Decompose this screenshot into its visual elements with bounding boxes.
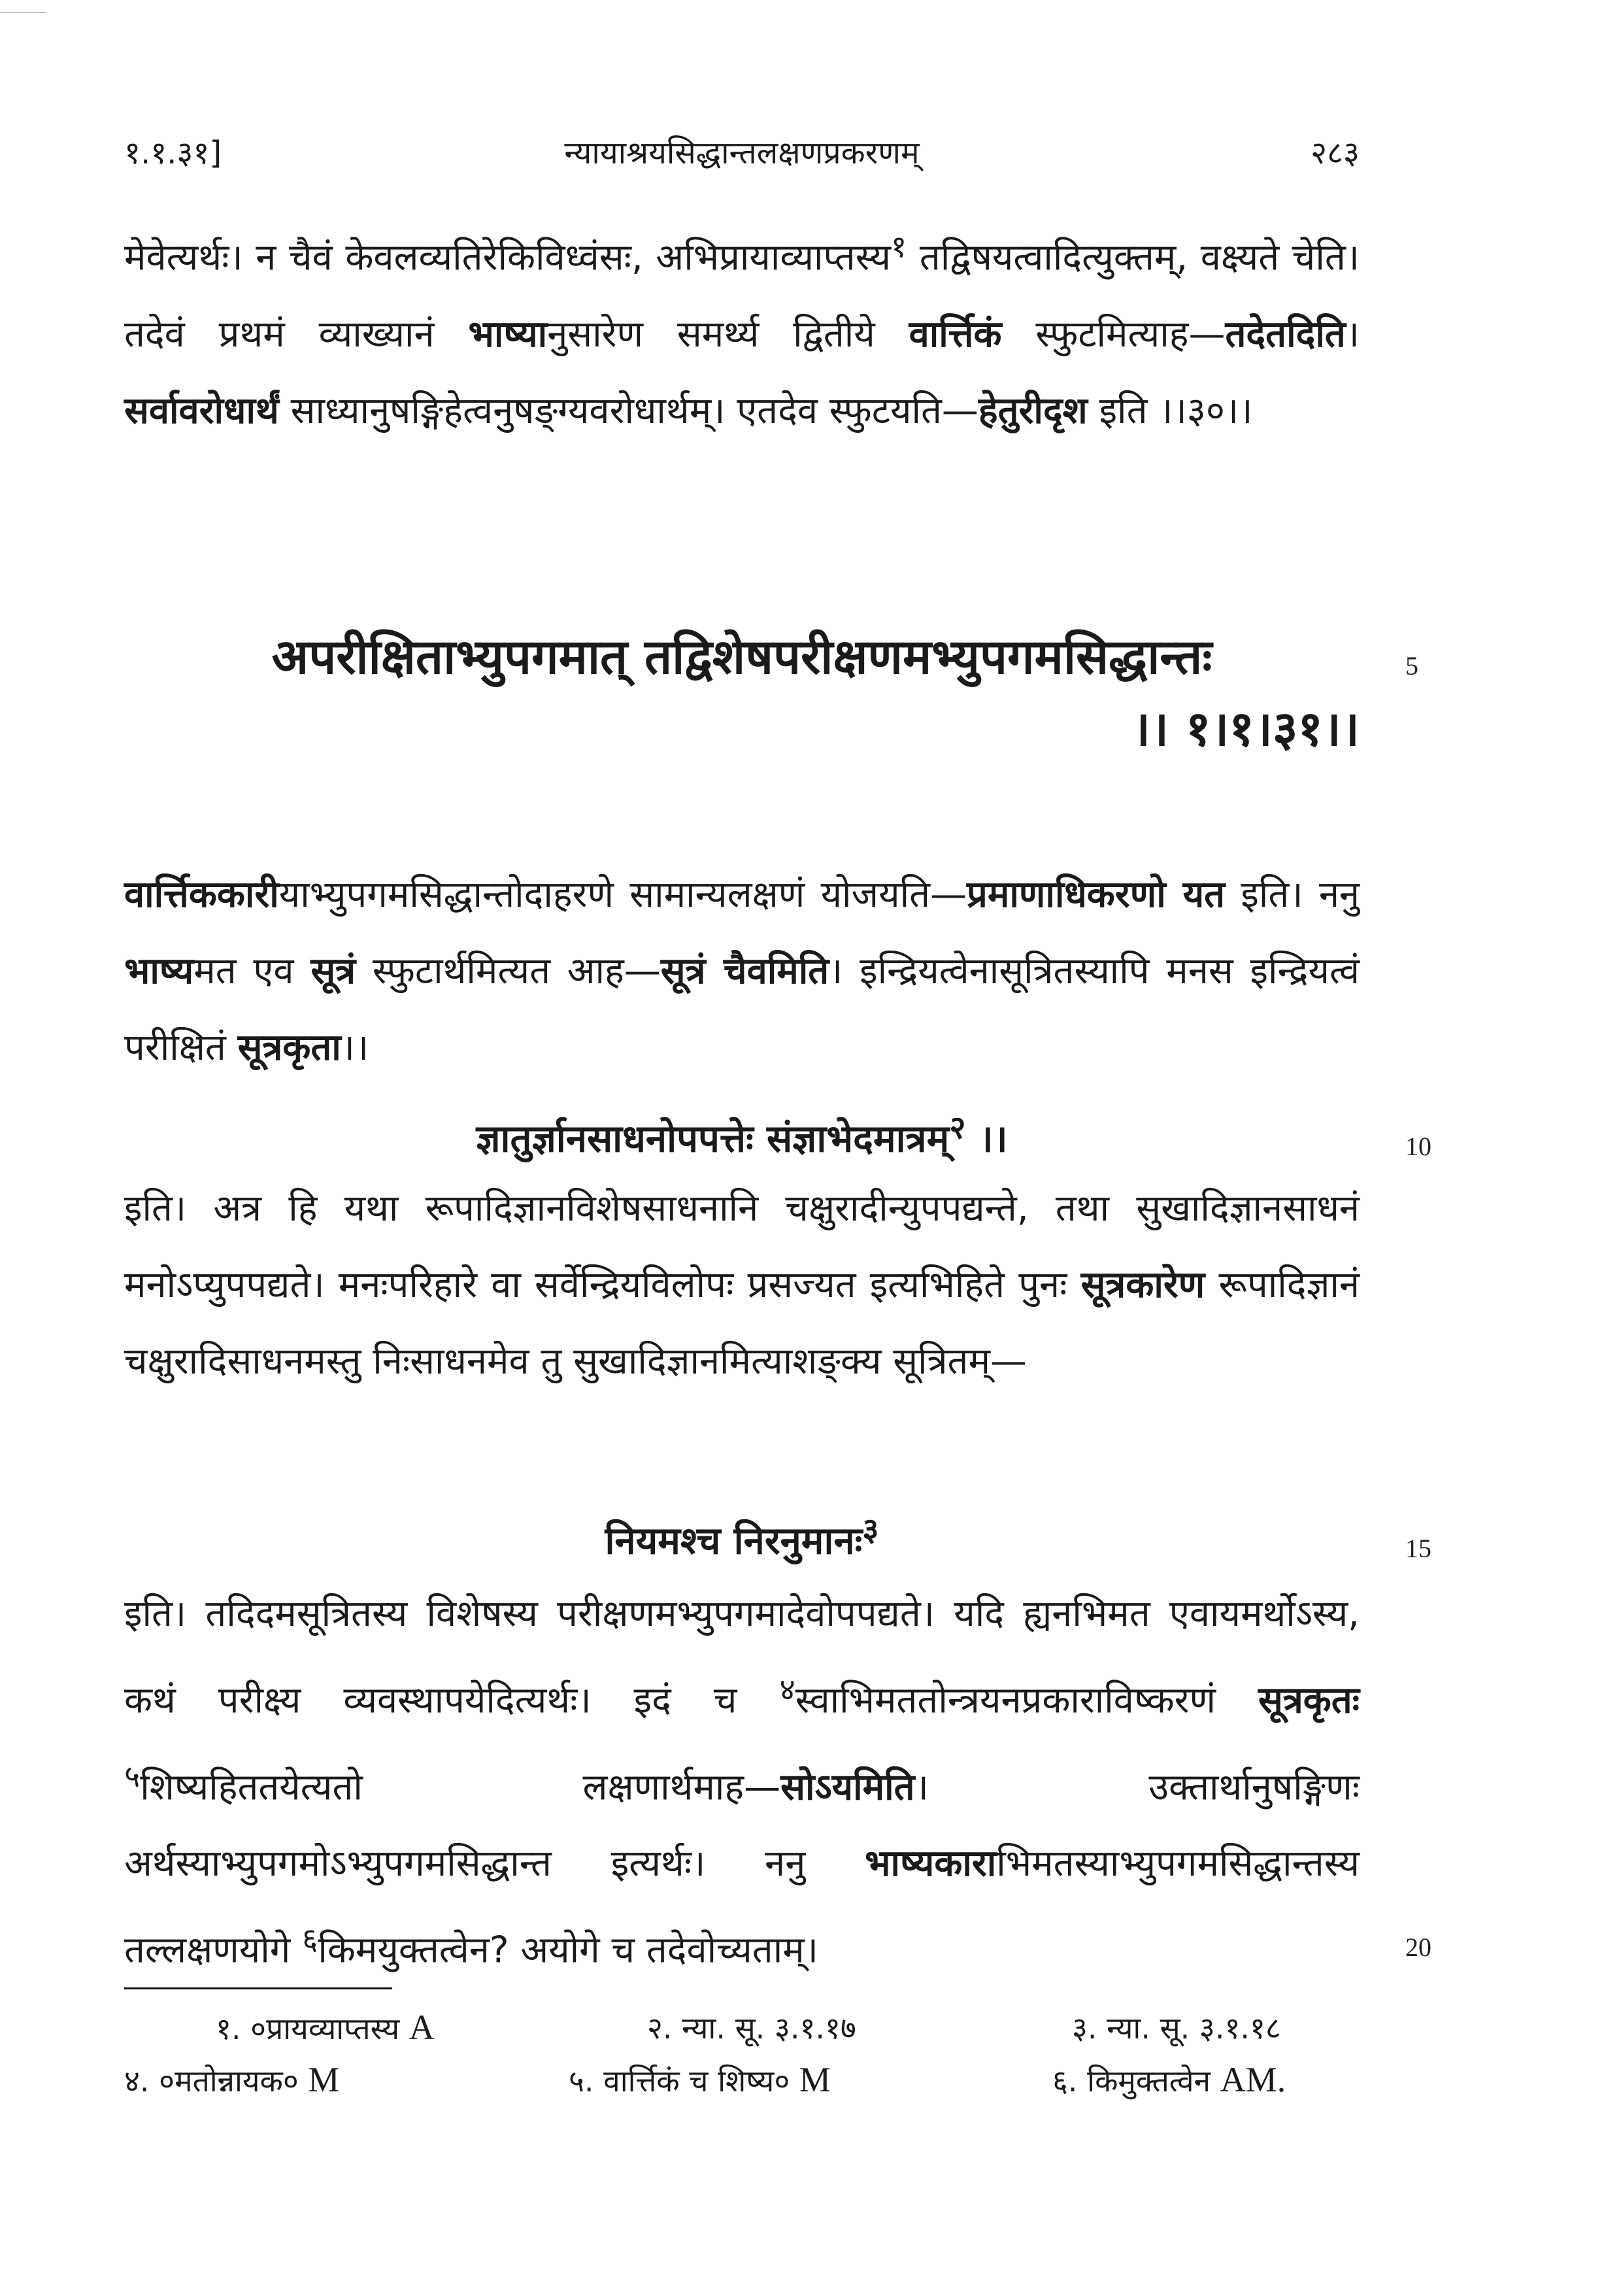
text: याभ्युपगमसिद्धान्तोदाहरणे सामान्यलक्षणं योजयति— bbox=[278, 873, 967, 916]
footnote-ref: ४ bbox=[779, 1672, 795, 1708]
footnote-row bbox=[124, 2007, 1360, 2059]
footnote-sigla: A bbox=[409, 2008, 435, 2047]
footnote-ref: ३ bbox=[862, 1511, 879, 1548]
bold-term: सूत्रं चैवमिति bbox=[660, 950, 829, 992]
text: इति। अत्र हि यथा रूपादिज्ञानविशेषसाधनानि चक्षुरादीन्युपपद्यन्ते, तथा सुखादिज्ञानसाधनं मनोऽप्युपपद्यते। मनःपरिहारे वा सर्वेन्द्रियविलोपः प्रसज्यत इत्यभिहिते पुनः bbox=[124, 1187, 1360, 1306]
bold-term: प्रमाणाधिकरणो यत bbox=[967, 873, 1226, 916]
footnotes bbox=[124, 2007, 1360, 2112]
footnote-6 bbox=[1052, 2059, 1286, 2101]
bold-term: सूत्रकारेण bbox=[1080, 1264, 1205, 1306]
text: मेवेत्यर्थः। न चैवं केवलव्यतिरेकिविध्वंसः, अभिप्रायाव्याप्तस्य bbox=[124, 236, 891, 279]
footnote-1 bbox=[216, 2007, 435, 2048]
text: इति ।।३०।। bbox=[1087, 389, 1253, 432]
quoted-sutra-1 bbox=[124, 1105, 1360, 1162]
paragraph-1-block bbox=[124, 209, 1360, 449]
text: रूपादिज्ञानं चक्षुरादिसाधनमस्तु निःसाधनमेव तु सुखादिज्ञानमित्याशङ्क्य सूत्रितम्— bbox=[124, 1264, 1360, 1383]
bold-term: सूत्रं bbox=[310, 950, 356, 992]
footnote-sigla: AM. bbox=[1220, 2060, 1286, 2099]
text: । उक्तार्थानुषङ्गिणः अर्थस्याभ्युपगमोऽभ्युपगमसिद्धान्त इत्यर्थः। ननु bbox=[124, 1766, 1360, 1885]
bold-term: भाष्यकारा bbox=[865, 1842, 997, 1885]
footnote-sigla: M bbox=[799, 2060, 831, 2099]
paragraph-4 bbox=[124, 1576, 1360, 1989]
footnote-text: ३. न्या. सू. ३.१.१८ bbox=[1072, 2010, 1281, 2046]
line-number-20: 20 bbox=[1405, 1933, 1431, 1962]
sutra-heading bbox=[124, 621, 1360, 765]
text: इति। तदिदमसूत्रितस्य विशेषस्य परीक्षणमभ्युपगमादेवोपपद्यते। यदि ह्यनभिमत एवायमर्थोऽस्य, कथं परीक्ष्य व्यवस्थापयेदित्यर्थः। इदं च bbox=[124, 1593, 1360, 1722]
header-title: न्यायाश्रयसिद्धान्तलक्षणप्रकरणम् bbox=[564, 135, 920, 171]
text: तद्विषयत्वादित्युक्तम्, वक्ष्यते चेति। तदेवं प्रथमं व्याख्यानं bbox=[124, 236, 1360, 356]
bold-term: हेतुरीदृश bbox=[978, 389, 1088, 432]
footnote-text: १. ०प्रायव्याप्तस्य bbox=[216, 2011, 400, 2046]
paragraph-3-block bbox=[124, 1170, 1360, 1400]
footnote-ref: ६ bbox=[302, 1922, 318, 1958]
edge-mark bbox=[0, 12, 46, 13]
bold-term: सूत्रकृतः bbox=[1258, 1679, 1360, 1722]
footnote-4 bbox=[124, 2059, 339, 2101]
footnote-3 bbox=[1072, 2007, 1281, 2048]
quoted-sutra-2 bbox=[124, 1507, 1360, 1564]
paragraph-4-block bbox=[124, 1576, 1360, 1989]
line-number-10: 10 bbox=[1405, 1132, 1431, 1161]
bold-term: भाष्य bbox=[124, 950, 194, 992]
footnote-text: ४. ०मतोन्नायक० bbox=[124, 2063, 299, 2099]
bold-term: सर्वावरोधार्थं bbox=[124, 389, 279, 432]
footnote-5 bbox=[569, 2059, 831, 2101]
bold-term: वार्त्तिककारी bbox=[124, 873, 279, 916]
footnote-sigla: M bbox=[308, 2060, 340, 2099]
text: स्फुटमित्याह— bbox=[1001, 312, 1226, 356]
footnote-ref: १ bbox=[891, 229, 907, 265]
bold-term: भाष्या bbox=[468, 312, 548, 356]
footnote-ref: २ bbox=[949, 1109, 966, 1146]
bold-term: सूत्रकृता bbox=[237, 1026, 341, 1069]
text: ।। bbox=[341, 1026, 369, 1069]
paragraph-1 bbox=[124, 209, 1360, 449]
text: । bbox=[1345, 312, 1360, 356]
paragraph-2-block bbox=[124, 856, 1360, 1086]
footnote-ref: ५ bbox=[124, 1759, 141, 1795]
footnote-text: २. न्या. सू. ३.१.१७ bbox=[647, 2010, 856, 2046]
text: स्वाभिमततोन्त्रयनप्रकाराविष्करणं bbox=[795, 1679, 1258, 1722]
header-section-ref: १.१.३१] bbox=[124, 135, 222, 171]
bold-term: वार्त्तिकं bbox=[909, 312, 1002, 356]
page-number: २८३ bbox=[1311, 135, 1360, 171]
text: साध्यानुषङ्गिहेत्वनुषङ्ग्यवरोधार्थम्। एतदेव स्फुटयति— bbox=[278, 389, 978, 432]
text: मत एव bbox=[193, 950, 311, 992]
quote-end: ।। bbox=[965, 1116, 1008, 1161]
bold-term: तदेतदिति bbox=[1225, 312, 1346, 356]
sutra-number: ।। १।१।३१।। bbox=[1132, 701, 1360, 757]
sutra-line-1: अपरीक्षिताभ्युपगमात् तद्विशेषपरीक्षणमभ्युपगमसिद्धान्तः bbox=[271, 629, 1212, 685]
running-header bbox=[124, 131, 1360, 177]
paragraph-3 bbox=[124, 1170, 1360, 1400]
quote-text: ज्ञातुर्ज्ञानसाधनोपपत्तेः संज्ञाभेदमात्रम् bbox=[476, 1116, 950, 1161]
footnote-rule bbox=[124, 1987, 392, 1989]
text: । इन्द्रियत्वेनासूत्रितस्यापि मनस इन्द्रियत्वं परीक्षितं bbox=[124, 950, 1360, 1069]
bold-term: सोऽयमिति bbox=[780, 1766, 915, 1809]
footnote-2 bbox=[647, 2007, 856, 2048]
footnote-text: ६. किमुक्तत्वेन bbox=[1052, 2063, 1211, 2099]
footnote-text: ५. वार्त्तिकं च शिष्य० bbox=[569, 2063, 790, 2099]
quote-text: नियमश्च निरनुमानः bbox=[605, 1518, 863, 1563]
text: इति। ननु bbox=[1225, 873, 1360, 916]
text: नुसारेण समर्थ्य द्वितीये bbox=[547, 312, 909, 356]
paragraph-2 bbox=[124, 856, 1360, 1086]
text: स्फुटार्थमित्यत आह— bbox=[356, 950, 661, 992]
line-number-5: 5 bbox=[1405, 651, 1418, 681]
text: शिष्यहिततयेत्यतो लक्षणार्थमाह— bbox=[140, 1766, 781, 1809]
footnote-row bbox=[124, 2059, 1360, 2112]
text: किमयुक्तत्वेन? अयोगे च तदेवोच्यताम्। bbox=[318, 1929, 818, 1972]
line-number-15: 15 bbox=[1405, 1534, 1431, 1563]
text: भिमतस्याभ्युपगमसिद्धान्तस्य तल्लक्षणयोगे bbox=[124, 1842, 1360, 1972]
